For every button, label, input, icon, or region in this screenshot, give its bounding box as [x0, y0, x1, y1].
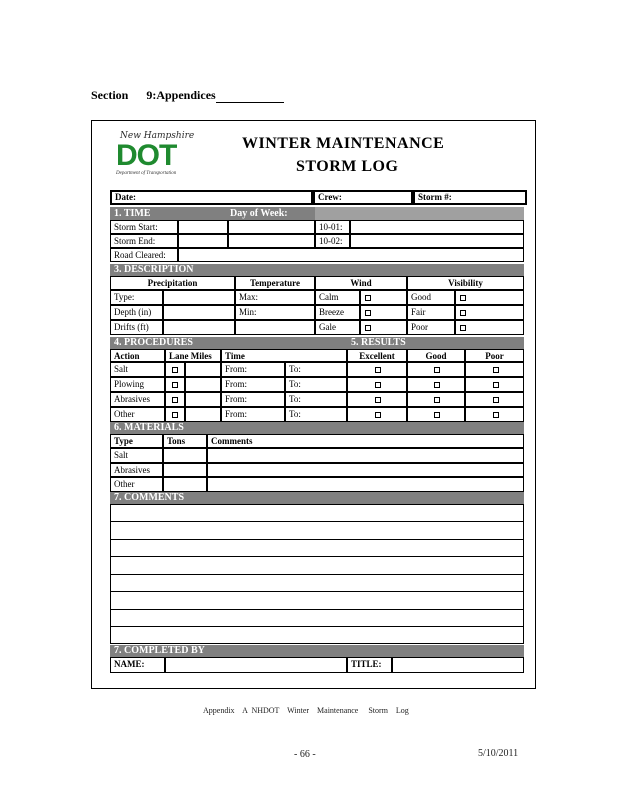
comment-line: [110, 521, 524, 522]
logo-dept: Department of Transportation: [116, 171, 177, 176]
lane-checkbox-checkbox[interactable]: [172, 397, 178, 403]
storm-end-time[interactable]: [228, 234, 315, 248]
excellent-cell: [347, 362, 407, 377]
lane-checkbox-cell: [165, 362, 185, 377]
ten02-field[interactable]: [350, 234, 524, 248]
precip-depth-label: Depth (in): [110, 305, 163, 320]
wind-gale-checkbox[interactable]: [365, 325, 371, 331]
road-cleared-field[interactable]: [178, 248, 524, 262]
procedures-title: 4. PROCEDURES: [114, 337, 193, 348]
action-header: Action: [110, 349, 165, 362]
good-cell: [407, 392, 465, 407]
visibility-good-checkbox[interactable]: [460, 295, 466, 301]
poor-cell: [465, 392, 524, 407]
action-label: Plowing: [110, 377, 165, 392]
excellent-cell: [347, 392, 407, 407]
time-header: Time: [221, 349, 347, 362]
comment-line: [110, 556, 524, 557]
visibility-header: Visibility: [407, 276, 524, 290]
excellent-cell: [347, 377, 407, 392]
lane-miles-field[interactable]: [185, 392, 221, 407]
wind-header: Wind: [315, 276, 407, 290]
poor-checkbox[interactable]: [493, 367, 499, 373]
time-to-label: To:: [285, 392, 347, 407]
visibility-fair-label: Fair: [407, 305, 455, 320]
material-comments-field[interactable]: [207, 477, 524, 492]
visibility-poor-label: Poor: [407, 320, 455, 335]
poor-cell: [465, 362, 524, 377]
precipitation-header: Precipitation: [110, 276, 235, 290]
time-from-label: From:: [221, 407, 285, 422]
wind-calm-cell: [360, 290, 407, 305]
title-label: TITLE:: [347, 657, 392, 673]
action-label: Abrasives: [110, 392, 165, 407]
type-header: Type: [110, 434, 163, 448]
logo-state: New Hampshire: [120, 131, 195, 141]
storm-end-label: Storm End:: [110, 234, 178, 248]
good-checkbox[interactable]: [434, 382, 440, 388]
results-section-bar: [347, 337, 524, 349]
excellent-cell: [347, 407, 407, 422]
visibility-fair-cell: [455, 305, 524, 320]
time-section-bar: [110, 207, 315, 220]
completed-by-section-bar: [110, 645, 524, 657]
action-label: Salt: [110, 362, 165, 377]
visibility-good-label: Good: [407, 290, 455, 305]
precip-type-label: Type:: [110, 290, 163, 305]
section-heading: [91, 88, 284, 103]
section-underline: [216, 102, 284, 103]
time-to-label: To:: [285, 362, 347, 377]
visibility-fair-checkbox[interactable]: [460, 310, 466, 316]
materials-title: 6. MATERIALS: [114, 422, 184, 433]
action-label: Other: [110, 407, 165, 422]
time-from-label: From:: [221, 377, 285, 392]
material-comments-field[interactable]: [207, 463, 524, 478]
comment-line: [110, 574, 524, 575]
time-section-bar-right: [315, 207, 524, 220]
storm-start-date[interactable]: [178, 220, 228, 234]
storm-start-time[interactable]: [228, 220, 315, 234]
comment-line: [110, 609, 524, 610]
poor-cell: [465, 407, 524, 422]
visibility-poor-cell: [455, 320, 524, 335]
material-tons-field[interactable]: [163, 477, 207, 492]
wind-calm-label: Calm: [315, 290, 360, 305]
lane-checkbox-checkbox[interactable]: [172, 367, 178, 373]
material-tons-field[interactable]: [163, 463, 207, 478]
materials-section-bar: [110, 422, 524, 434]
excellent-checkbox[interactable]: [375, 412, 381, 418]
lane-miles-field[interactable]: [185, 377, 221, 392]
precip-type-field[interactable]: [163, 290, 235, 305]
logo-mark: DOT: [116, 139, 177, 172]
ten01-label: 10-01:: [315, 220, 350, 234]
good-cell: [407, 362, 465, 377]
name-label: NAME:: [110, 657, 165, 673]
appendix-caption: Appendix A NHDOT Winter Maintenance Storm Log: [203, 706, 409, 715]
lane-checkbox-cell: [165, 407, 185, 422]
results-title: 5. RESULTS: [351, 337, 406, 348]
poor-checkbox[interactable]: [493, 412, 499, 418]
poor-checkbox[interactable]: [493, 382, 499, 388]
procedures-section-bar: [110, 337, 347, 349]
comments-title: 7. COMMENTS: [114, 492, 184, 503]
comment-line: [110, 591, 524, 592]
precip-drifts-field[interactable]: [163, 320, 235, 335]
nhdot-logo: [116, 131, 212, 181]
crew-field[interactable]: Crew:: [313, 190, 413, 205]
wind-gale-cell: [360, 320, 407, 335]
comment-line: [110, 626, 524, 627]
form-title-line1: WINTER MAINTENANCE: [242, 135, 445, 152]
material-type-label: Salt: [110, 448, 163, 463]
road-cleared-label: Road Cleared:: [110, 248, 178, 262]
lane-checkbox-cell: [165, 392, 185, 407]
time-to-label: To:: [285, 407, 347, 422]
description-section-bar: [110, 264, 524, 276]
ten02-label: 10-02:: [315, 234, 350, 248]
wind-breeze-cell: [360, 305, 407, 320]
storm-start-label: Storm Start:: [110, 220, 178, 234]
day-of-week-label: Day of Week:: [230, 208, 288, 219]
temp-min-label: Min:: [235, 305, 315, 320]
excellent-checkbox[interactable]: [375, 367, 381, 373]
date-field[interactable]: Date:: [110, 190, 313, 205]
lane-miles-field[interactable]: [185, 362, 221, 377]
material-tons-field[interactable]: [163, 448, 207, 463]
excellent-checkbox[interactable]: [375, 397, 381, 403]
poor-header: Poor: [465, 349, 524, 362]
page-number: - 66 -: [294, 749, 316, 760]
good-cell: [407, 407, 465, 422]
lane-miles-header: Lane Miles: [165, 349, 221, 362]
wind-breeze-checkbox[interactable]: [365, 310, 371, 316]
section-number: 9:Appendices: [146, 88, 216, 102]
wind-gale-label: Gale: [315, 320, 360, 335]
good-cell: [407, 377, 465, 392]
visibility-poor-checkbox[interactable]: [460, 325, 466, 331]
comments-header: Comments: [207, 434, 524, 448]
material-comments-field[interactable]: [207, 448, 524, 463]
name-field[interactable]: [165, 657, 347, 673]
wind-breeze-label: Breeze: [315, 305, 360, 320]
description-title: 3. DESCRIPTION: [114, 264, 194, 275]
precip-depth-field[interactable]: [163, 305, 235, 320]
temp-max-label: Max:: [235, 290, 315, 305]
ten01-field[interactable]: [350, 220, 524, 234]
footer-date: 5/10/2011: [478, 748, 519, 759]
poor-checkbox[interactable]: [493, 397, 499, 403]
comment-line: [110, 539, 524, 540]
good-header: Good: [407, 349, 465, 362]
precip-drifts-label: Drifts (ft): [110, 320, 163, 335]
time-from-label: From:: [221, 362, 285, 377]
storm-end-date[interactable]: [178, 234, 228, 248]
material-type-label: Other: [110, 477, 163, 492]
section-label: Section: [91, 88, 129, 102]
time-to-label: To:: [285, 377, 347, 392]
lane-checkbox-checkbox[interactable]: [172, 412, 178, 418]
lane-checkbox-cell: [165, 377, 185, 392]
good-checkbox[interactable]: [434, 367, 440, 373]
lane-checkbox-checkbox[interactable]: [172, 382, 178, 388]
form-title-line2: STORM LOG: [296, 158, 399, 175]
tons-header: Tons: [163, 434, 207, 448]
comments-section-bar: [110, 492, 524, 504]
poor-cell: [465, 377, 524, 392]
visibility-good-cell: [455, 290, 524, 305]
material-type-label: Abrasives: [110, 463, 163, 478]
time-from-label: From:: [221, 392, 285, 407]
temp-blank: [235, 320, 315, 335]
excellent-checkbox[interactable]: [375, 382, 381, 388]
time-section-title: 1. TIME: [114, 208, 151, 219]
good-checkbox[interactable]: [434, 397, 440, 403]
lane-miles-field[interactable]: [185, 407, 221, 422]
title-field[interactable]: [392, 657, 524, 673]
excellent-header: Excellent: [347, 349, 407, 362]
good-checkbox[interactable]: [434, 412, 440, 418]
completed-by-title: 7. COMPLETED BY: [114, 645, 205, 656]
temperature-header: Temperature: [235, 276, 315, 290]
wind-calm-checkbox[interactable]: [365, 295, 371, 301]
storm-number-field[interactable]: Storm #:: [413, 190, 527, 205]
